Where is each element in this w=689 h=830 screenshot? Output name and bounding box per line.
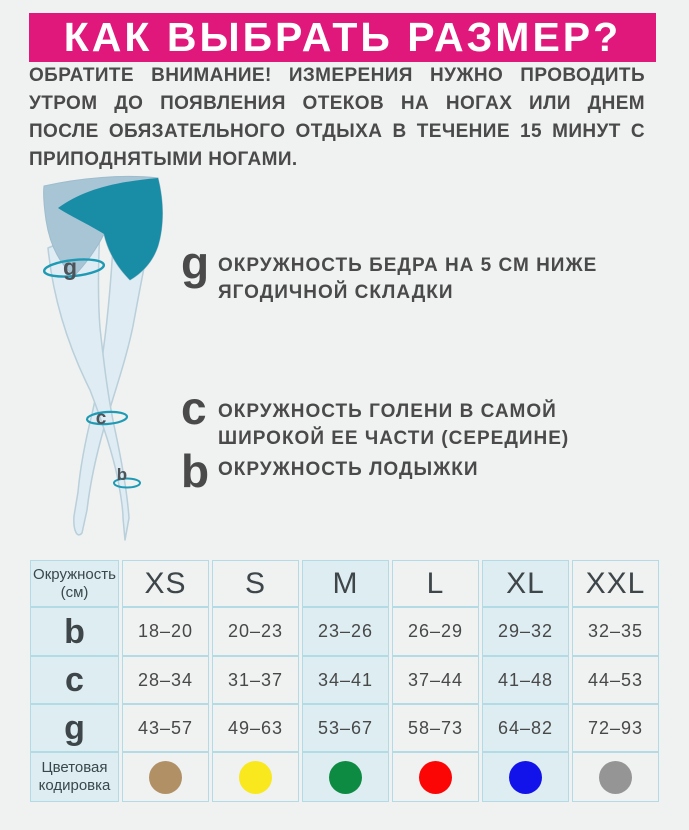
cell-c-l: 37–44 xyxy=(392,656,479,704)
size-column-xs: XS xyxy=(122,560,209,607)
color-dot-s xyxy=(239,761,272,794)
cell-b-xl: 29–32 xyxy=(482,607,569,656)
color-dot-xs xyxy=(149,761,182,794)
cell-b-m: 23–26 xyxy=(302,607,389,656)
table-corner-label: Окружность (см) xyxy=(30,560,119,607)
thigh-ring-label: g xyxy=(62,254,78,280)
cell-b-xxl: 32–35 xyxy=(572,607,659,656)
cell-c-s: 31–37 xyxy=(212,656,299,704)
color-swatch-cell xyxy=(572,752,659,802)
cell-g-s: 49–63 xyxy=(212,704,299,752)
notice-line: УТРОМ ДО ПОЯВЛЕНИЯ ОТЕКОВ НА НОГАХ ИЛИ ДНЕМ xyxy=(29,93,645,114)
cell-g-l: 58–73 xyxy=(392,704,479,752)
notice-line: ПРИПОДНЯТЫМИ НОГАМИ. xyxy=(29,149,298,170)
cell-g-xl: 64–82 xyxy=(482,704,569,752)
cell-c-m: 34–41 xyxy=(302,656,389,704)
legend-letter-g: g xyxy=(181,237,210,289)
legend-text-ankle: ОКРУЖНОСТЬ ЛОДЫЖКИ xyxy=(218,459,479,480)
size-column-xl: XL xyxy=(482,560,569,607)
cell-c-xs: 28–34 xyxy=(122,656,209,704)
cell-g-m: 53–67 xyxy=(302,704,389,752)
ankle-ring-label: b xyxy=(116,465,128,484)
color-swatch-cell xyxy=(392,752,479,802)
color-swatch-cell xyxy=(212,752,299,802)
legs-illustration xyxy=(28,168,203,548)
color-row-label: Цветовая кодировка xyxy=(30,752,119,802)
cell-c-xxl: 44–53 xyxy=(572,656,659,704)
size-column-s: S xyxy=(212,560,299,607)
row-label-b: b xyxy=(30,607,119,656)
notice-line: ПОСЛЕ ОБЯЗАТЕЛЬНОГО ОТДЫХА В ТЕЧЕНИЕ 15 МИНУТ С xyxy=(29,121,645,142)
color-dot-m xyxy=(329,761,362,794)
color-swatch-cell xyxy=(122,752,209,802)
color-dot-xl xyxy=(509,761,542,794)
size-column-m: M xyxy=(302,560,389,607)
color-swatch-cell xyxy=(302,752,389,802)
color-swatch-cell xyxy=(482,752,569,802)
color-dot-xxl xyxy=(599,761,632,794)
cell-c-xl: 41–48 xyxy=(482,656,569,704)
size-table xyxy=(30,560,659,802)
cell-g-xs: 43–57 xyxy=(122,704,209,752)
cell-b-s: 20–23 xyxy=(212,607,299,656)
legend-text-calf: ОКРУЖНОСТЬ ГОЛЕНИ В САМОЙ ШИРОКОЙ ЕЕ ЧАСТИ (СЕРЕДИНЕ) xyxy=(218,401,570,449)
cell-b-xs: 18–20 xyxy=(122,607,209,656)
page-title-banner xyxy=(29,13,656,62)
size-column-l: L xyxy=(392,560,479,607)
row-label-c: c xyxy=(30,656,119,704)
row-label-g: g xyxy=(30,704,119,752)
legend-text-thigh: ОКРУЖНОСТЬ БЕДРА НА 5 СМ НИЖЕ ЯГОДИЧНОЙ СКЛАДКИ xyxy=(218,255,598,303)
size-column-xxl: XXL xyxy=(572,560,659,607)
notice-text xyxy=(29,62,645,174)
cell-b-l: 26–29 xyxy=(392,607,479,656)
page-title: КАК ВЫБРАТЬ РАЗМЕР? xyxy=(63,14,622,60)
color-dot-l xyxy=(419,761,452,794)
notice-line: ОБРАТИТЕ ВНИМАНИЕ! ИЗМЕРЕНИЯ НУЖНО ПРОВОДИТЬ xyxy=(29,65,645,86)
cell-g-xxl: 72–93 xyxy=(572,704,659,752)
legend-letter-c: c xyxy=(181,382,207,434)
legend-letter-b: b xyxy=(181,445,210,497)
calf-ring-label: c xyxy=(95,408,107,429)
